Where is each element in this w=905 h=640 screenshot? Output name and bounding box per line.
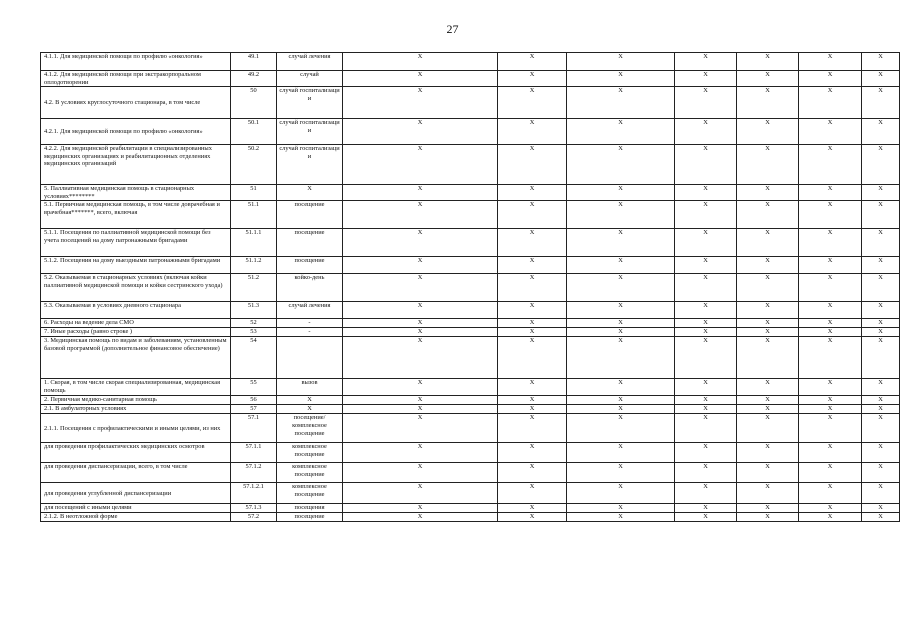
cell-x: X [675,337,737,379]
row-unit: посещения [277,504,343,513]
cell-x: X [343,414,498,443]
row-unit: случай лечения [277,53,343,71]
cell-x: X [343,463,498,483]
row-code: 57.1.2 [231,463,277,483]
cell-x: X [498,379,567,396]
cell-x: X [567,379,675,396]
page-number: 27 [446,22,459,36]
row-code: 52 [231,319,277,328]
cell-x: X [799,379,862,396]
cell-x: X [737,185,799,201]
row-name: для проведения диспансеризации, всего, в том числе [41,463,231,483]
row-unit: случай госпитализаци и [277,119,343,145]
cell-x: X [862,483,900,504]
cell-x: X [737,302,799,319]
row-unit: посещение [277,201,343,229]
row-unit: посещение [277,513,343,522]
row-name: 5.1. Первичная медицинская помощь, в том числе доврачебная и врачебная*******, всего, включая [41,201,231,229]
cell-x: X [675,443,737,463]
cell-x: X [675,483,737,504]
cell-x: X [343,337,498,379]
cell-x: X [567,396,675,405]
cell-x: X [675,257,737,274]
row-unit: комплексное посещение [277,463,343,483]
row-name: 4.2.1. Для медицинской помощи по профилю «онкология» [41,119,231,145]
cell-x: X [343,185,498,201]
cell-x: X [799,257,862,274]
cell-x: X [498,302,567,319]
cell-x: X [343,405,498,414]
cell-x: X [799,185,862,201]
cell-x: X [567,337,675,379]
cell-x: X [498,483,567,504]
cell-x: X [799,405,862,414]
cell-x: X [799,71,862,87]
row-code: 50.1 [231,119,277,145]
cell-x: X [567,201,675,229]
cell-x: X [675,463,737,483]
cell-x: X [737,396,799,405]
row-unit: случай госпитализаци и [277,87,343,119]
cell-x: X [343,274,498,302]
cell-x: X [799,513,862,522]
cell-x: X [675,328,737,337]
cell-x: X [498,463,567,483]
row-code: 57.1.3 [231,504,277,513]
row-code: 57.1 [231,414,277,443]
cell-x: X [675,302,737,319]
cell-x: X [862,379,900,396]
cell-x: X [799,145,862,185]
table-row [41,201,900,229]
cell-x: X [675,504,737,513]
table-row [41,229,900,257]
row-code: 51.1.2 [231,257,277,274]
row-unit: посещение [277,229,343,257]
cell-x: X [799,119,862,145]
cell-x: X [737,443,799,463]
cell-x: X [737,379,799,396]
cell-x: X [498,71,567,87]
row-code: 50.2 [231,145,277,185]
row-code: 50 [231,87,277,119]
cell-x: X [343,53,498,71]
cell-x: X [862,405,900,414]
cell-x: X [862,443,900,463]
row-unit: - [277,319,343,328]
cell-x: X [675,229,737,257]
table-row [41,145,900,185]
row-name: 2.1. В амбулаторных условиях [41,405,231,414]
row-name: 1. Скорая, в том числе скорая специализированная, медицинская помощь [41,379,231,396]
row-unit: случай [277,71,343,87]
cell-x: X [498,257,567,274]
cell-x: X [343,87,498,119]
row-unit: посещение/ комплексное посещение [277,414,343,443]
cell-x: X [343,513,498,522]
row-unit: койко-день [277,274,343,302]
cell-x: X [567,504,675,513]
cell-x: X [862,229,900,257]
cell-x: X [675,87,737,119]
cell-x: X [737,328,799,337]
cell-x: X [862,185,900,201]
cell-x: X [737,463,799,483]
cell-x: X [737,71,799,87]
cell-x: X [567,319,675,328]
cell-x: X [498,405,567,414]
row-code: 51.3 [231,302,277,319]
row-code: 57.1.1 [231,443,277,463]
cell-x: X [675,513,737,522]
cell-x: X [799,414,862,443]
cell-x: X [343,396,498,405]
table-row [41,328,900,337]
cell-x: X [862,328,900,337]
cell-x: X [799,504,862,513]
cell-x: X [343,319,498,328]
cell-x: X [567,257,675,274]
table-row [41,302,900,319]
table-row [41,414,900,443]
row-name: 4.1.2. Для медицинской помощи при экстракорпоральном оплодотворении [41,71,231,87]
row-name: для проведения профилактических медицинских осмотров [41,443,231,463]
row-name: 2.1.2. В неотложной форме [41,513,231,522]
table-row [41,513,900,522]
cell-x: X [343,145,498,185]
row-name: 4.2. В условиях круглосуточного стационара, в том числе [41,87,231,119]
cell-x: X [675,414,737,443]
table-row [41,119,900,145]
row-code: 51 [231,185,277,201]
cell-x: X [737,405,799,414]
cell-x: X [799,302,862,319]
cell-x: X [862,257,900,274]
row-code: 49.2 [231,71,277,87]
cell-x: X [498,513,567,522]
row-name: 5.1.2. Посещения на дому выездными патронажными бригадами [41,257,231,274]
cell-x: X [567,274,675,302]
row-code: 51.1.1 [231,229,277,257]
cell-x: X [498,201,567,229]
row-name: 2. Первичная медико-санитарная помощь [41,396,231,405]
cell-x: X [799,463,862,483]
cell-x: X [737,337,799,379]
row-code: 51.1 [231,201,277,229]
row-code: 49.1 [231,53,277,71]
row-code: 56 [231,396,277,405]
table-row [41,53,900,71]
cell-x: X [799,483,862,504]
cell-x: X [567,443,675,463]
table-row [41,405,900,414]
row-code: 57.2 [231,513,277,522]
cell-x: X [567,328,675,337]
table-row [41,185,900,201]
cell-x: X [737,119,799,145]
row-unit: посещение [277,257,343,274]
cell-x: X [498,53,567,71]
cell-x: X [737,229,799,257]
row-unit: случай госпитализаци и [277,145,343,185]
row-name: 7. Иные расходы (равно строке ) [41,328,231,337]
cell-x: X [862,513,900,522]
row-name: 3. Медицинская помощь по видам и заболеваниям, установленным базовой программой (дополнительное финансовое обеспечение) [41,337,231,379]
table-row [41,379,900,396]
cell-x: X [498,185,567,201]
cell-x: X [498,328,567,337]
cell-x: X [343,201,498,229]
row-name: 2.1.1. Посещения с профилактическими и иными целями, из них [41,414,231,443]
row-unit: - [277,328,343,337]
cell-x: X [737,274,799,302]
cell-x: X [567,414,675,443]
cell-x: X [675,53,737,71]
cell-x: X [862,319,900,328]
row-name: 4.2.2. Для медицинской реабилитации в специализированных медицинских организациях и реабилитационных отделениях медицинских организаций [41,145,231,185]
row-code: 57 [231,405,277,414]
cell-x: X [799,443,862,463]
cell-x: X [498,504,567,513]
table-row [41,319,900,328]
cell-x: X [567,145,675,185]
cell-x: X [498,274,567,302]
row-name: 5. Паллиативная медицинская помощь в стационарных условиях******** [41,185,231,201]
cell-x: X [498,319,567,328]
cell-x: X [737,513,799,522]
cell-x: X [737,53,799,71]
cell-x: X [567,463,675,483]
cell-x: X [498,414,567,443]
cell-x: X [675,319,737,328]
cell-x: X [567,185,675,201]
cell-x: X [799,201,862,229]
row-unit [277,337,343,379]
cell-x: X [737,483,799,504]
table-row [41,396,900,405]
cell-x: X [862,274,900,302]
table-row [41,504,900,513]
row-unit: X [277,405,343,414]
cell-x: X [675,185,737,201]
cell-x: X [862,337,900,379]
cell-x: X [737,414,799,443]
row-unit: случай лечения [277,302,343,319]
cell-x: X [799,87,862,119]
cell-x: X [862,463,900,483]
cell-x: X [675,274,737,302]
row-name: 5.2. Оказываемая в стационарных условиях (включая койки паллиативной медицинской помощи и койки сестринского ухода) [41,274,231,302]
cell-x: X [498,87,567,119]
cell-x: X [498,229,567,257]
row-name: 4.1.1. Для медицинской помощи по профилю «онкология» [41,53,231,71]
cell-x: X [799,274,862,302]
cell-x: X [862,302,900,319]
cell-x: X [498,443,567,463]
cell-x: X [343,379,498,396]
cell-x: X [675,71,737,87]
cell-x: X [567,229,675,257]
cell-x: X [799,396,862,405]
cell-x: X [799,328,862,337]
cell-x: X [862,414,900,443]
row-unit: комплексное посещение [277,443,343,463]
cell-x: X [862,396,900,405]
table-row [41,443,900,463]
cell-x: X [343,302,498,319]
cell-x: X [567,53,675,71]
cell-x: X [567,513,675,522]
row-code: 57.1.2.1 [231,483,277,504]
cell-x: X [567,71,675,87]
cell-x: X [343,71,498,87]
row-code: 55 [231,379,277,396]
cell-x: X [675,145,737,185]
row-name: 6. Расходы на ведение дела СМО [41,319,231,328]
cell-x: X [675,396,737,405]
cell-x: X [567,302,675,319]
cell-x: X [862,201,900,229]
cell-x: X [737,319,799,328]
cell-x: X [737,504,799,513]
table-row [41,257,900,274]
table-row [41,274,900,302]
cell-x: X [737,201,799,229]
table-row [41,71,900,87]
cell-x: X [498,145,567,185]
row-name: для посещений с иными целями [41,504,231,513]
cell-x: X [343,119,498,145]
cell-x: X [498,396,567,405]
cell-x: X [343,229,498,257]
cell-x: X [567,87,675,119]
cell-x: X [498,119,567,145]
cell-x: X [862,119,900,145]
cell-x: X [675,405,737,414]
cell-x: X [343,504,498,513]
cell-x: X [567,405,675,414]
row-code: 51.2 [231,274,277,302]
row-code: 53 [231,328,277,337]
row-name: 5.3. Оказываемая в условиях дневного стационара [41,302,231,319]
cell-x: X [675,201,737,229]
cell-x: X [799,53,862,71]
row-name: для проведения углубленной диспансеризации [41,483,231,504]
cell-x: X [862,71,900,87]
cell-x: X [675,119,737,145]
cell-x: X [737,257,799,274]
cell-x: X [799,319,862,328]
row-code: 54 [231,337,277,379]
table-row [41,463,900,483]
cell-x: X [498,337,567,379]
cell-x: X [567,119,675,145]
row-name: 5.1.1. Посещения по паллиативной медицинской помощи без учета посещений на дому патронажными бригадами [41,229,231,257]
row-unit: X [277,396,343,405]
table-row [41,483,900,504]
cell-x: X [567,483,675,504]
cell-x: X [862,145,900,185]
cell-x: X [675,379,737,396]
cell-x: X [343,443,498,463]
cell-x: X [862,87,900,119]
financing-table [40,52,900,522]
cell-x: X [343,328,498,337]
cell-x: X [343,257,498,274]
cell-x: X [737,87,799,119]
table-body [41,53,900,522]
row-unit: комплексное посещение [277,483,343,504]
row-unit: X [277,185,343,201]
cell-x: X [799,229,862,257]
row-unit: вызов [277,379,343,396]
cell-x: X [737,145,799,185]
cell-x: X [862,504,900,513]
table-row [41,87,900,119]
cell-x: X [343,483,498,504]
cell-x: X [799,337,862,379]
table-row [41,337,900,379]
cell-x: X [862,53,900,71]
